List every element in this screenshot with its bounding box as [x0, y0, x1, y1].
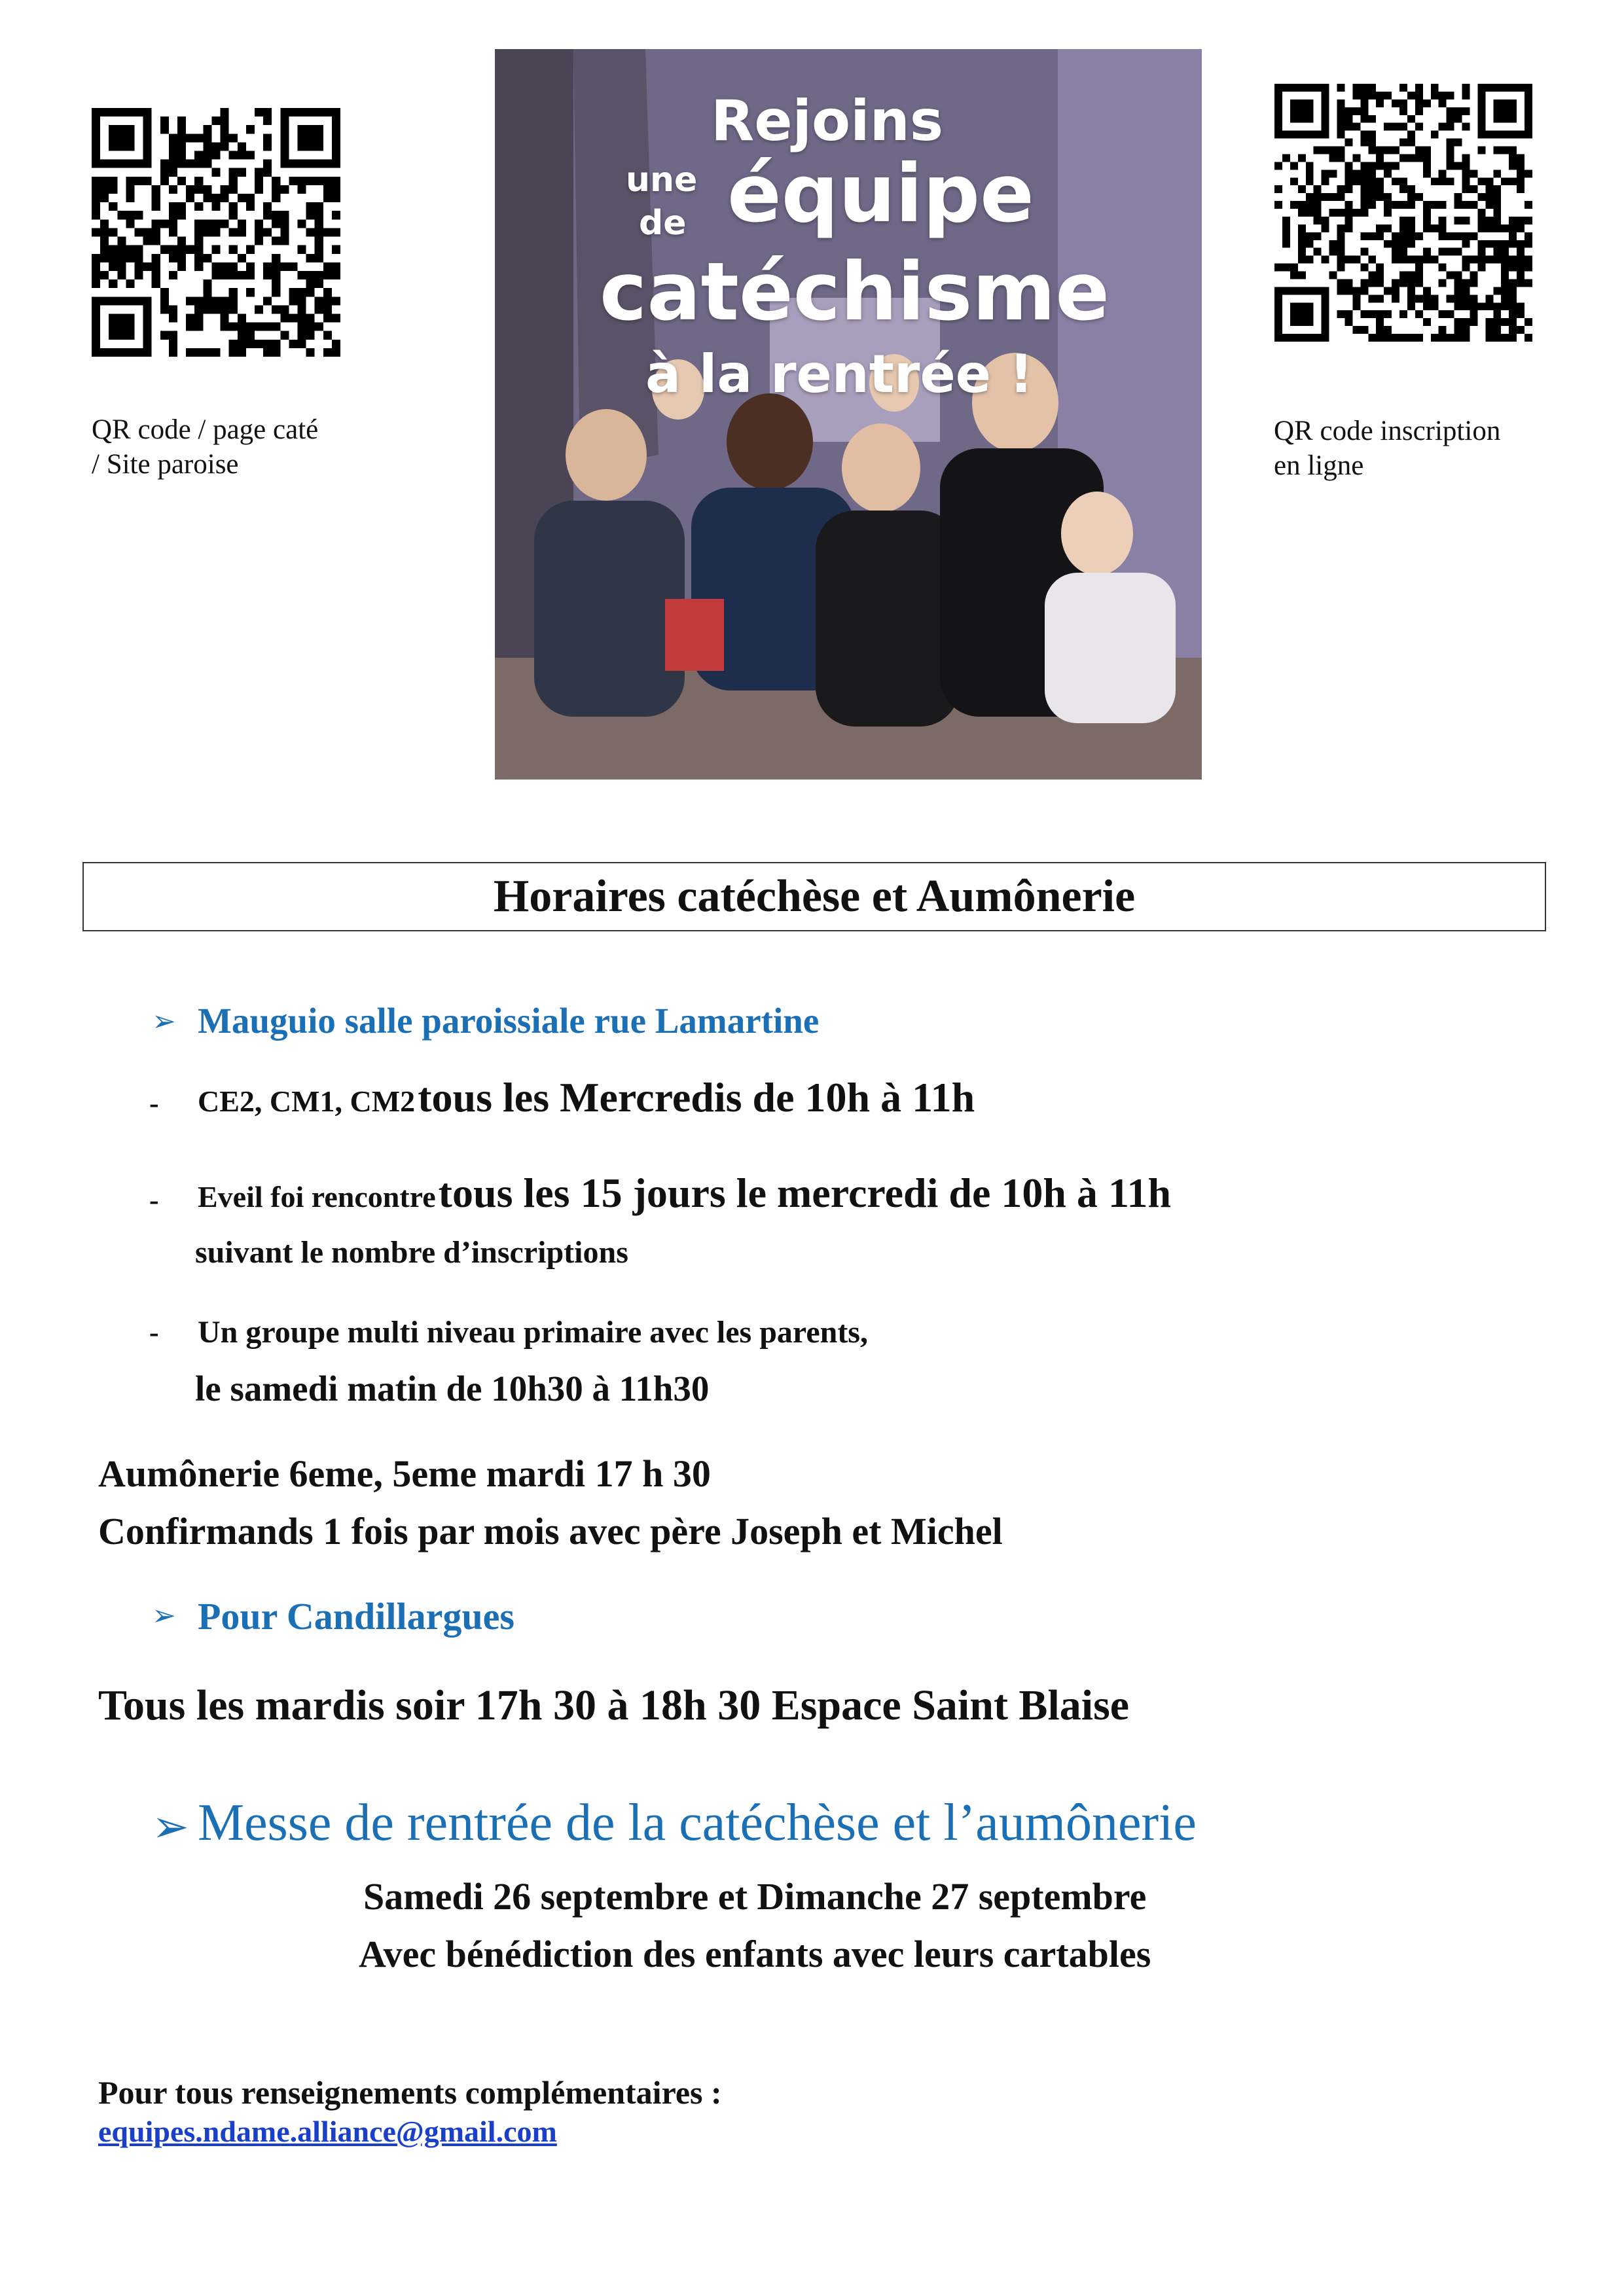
candillargues-heading: Pour Candillargues [198, 1595, 514, 1638]
aumonerie-line: Aumônerie 6eme, 5eme mardi 17 h 30 [98, 1452, 711, 1495]
qr-left-caption-line1: QR code / page caté [92, 414, 319, 445]
qr-left-caption [92, 412, 367, 482]
qr-code-icon [82, 108, 350, 357]
item-2-schedule: tous les 15 jours le mercredi de 10h à 11h [438, 1170, 1172, 1216]
mauguio-item-1 [198, 1073, 975, 1122]
contact-email-link[interactable]: equipes.ndame.alliance@gmail.com [98, 2115, 557, 2148]
list-dash: - [149, 1087, 159, 1119]
hero-word-equipe: équipe [727, 147, 1034, 240]
qr-code-icon [1271, 84, 1536, 342]
schedule-title-box [82, 862, 1546, 931]
mauguio-item-2 [198, 1169, 1171, 1217]
messe-blessing: Avec bénédiction des enfants avec leurs cartables [359, 1933, 1151, 1975]
hero-poster-image [495, 49, 1202, 780]
contact-label: Pour tous renseignements complémentaires : [98, 2074, 722, 2111]
item-1-schedule: tous les Mercredis de 10h à 11h [418, 1074, 975, 1121]
hero-word-catechisme: catéchisme [600, 245, 1110, 338]
item-3-schedule: le samedi matin de 10h30 à 11h30 [195, 1369, 710, 1408]
hero-line-rejoins: Rejoins [711, 88, 944, 154]
qr-right-caption-line1: QR code inscription [1274, 416, 1501, 446]
messe-dates: Samedi 26 septembre et Dimanche 27 septembre [363, 1875, 1147, 1918]
messe-heading: Messe de rentrée de la catéchèse et l’aumônerie [198, 1794, 1197, 1852]
candillargues-schedule: Tous les mardis soir 17h 30 à 18h 30 Espace Saint Blaise [98, 1681, 1130, 1729]
item-2-label: Eveil foi rencontre [198, 1180, 436, 1213]
confirmands-line: Confirmands 1 fois par mois avec père Joseph et Michel [98, 1510, 1003, 1552]
hero-line-rentree: à la rentrée ! [645, 344, 1034, 404]
item-1-levels: CE2, CM1, CM2 [198, 1085, 416, 1118]
qr-code-page-cate [82, 108, 350, 357]
list-dash: - [149, 1184, 159, 1216]
hero-word-de: de [639, 204, 687, 243]
arrow-bullet-icon: ➢ [152, 1599, 176, 1632]
item-3-label: Un groupe multi niveau primaire avec les parents, [198, 1315, 868, 1350]
qr-left-caption-line2: / Site paroise [92, 449, 239, 480]
arrow-bullet-icon: ➢ [152, 1801, 189, 1853]
mauguio-heading: Mauguio salle paroissiale rue Lamartine [198, 1001, 820, 1041]
list-dash: - [149, 1316, 159, 1348]
qr-code-inscription [1271, 84, 1536, 342]
qr-right-caption [1274, 414, 1562, 483]
item-2-note: suivant le nombre d’inscriptions [195, 1235, 628, 1270]
page-title: Horaires catéchèse et Aumônerie [493, 871, 1136, 922]
qr-right-caption-line2: en ligne [1274, 450, 1364, 481]
arrow-bullet-icon: ➢ [152, 1005, 176, 1038]
hero-word-une: une [626, 160, 698, 200]
